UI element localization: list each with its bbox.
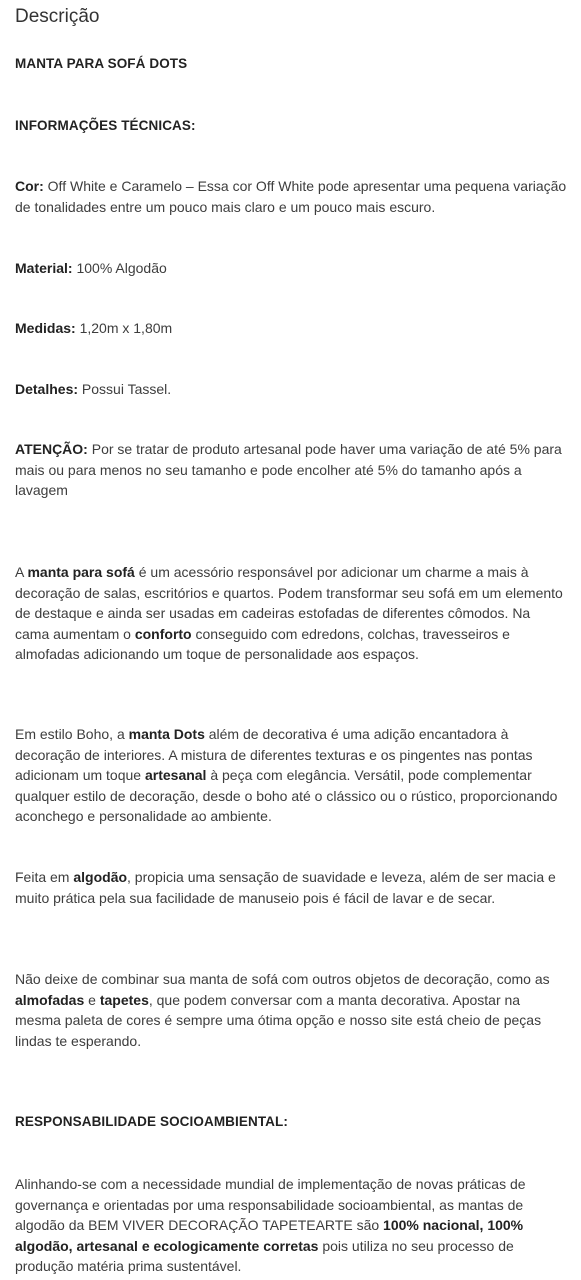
text-span: Não deixe de combinar sua manta de sofá com outros objetos de decoração, como as [15, 971, 550, 987]
spec-color-value: Off White e Caramelo – Essa cor Off White pode apresentar uma pequena variação de tonalidades entre um pouco mais claro e um pouco mais escuro. [15, 178, 567, 215]
tech-info-heading: INFORMAÇÕES TÉCNICAS: [15, 118, 196, 133]
spec-dimensions-label: Medidas: [15, 320, 76, 336]
spec-color-label: Cor: [15, 178, 44, 194]
text-span: Feita em [15, 869, 74, 885]
bold-span: manta para sofá [27, 564, 135, 580]
bold-span: conforto [134, 625, 192, 642]
text-span: e [84, 991, 100, 1008]
spec-attention [15, 439, 567, 501]
responsibility-heading: RESPONSABILIDADE SOCIOAMBIENTAL: [15, 1114, 288, 1129]
spec-material [15, 258, 567, 279]
bold-span: 100% nacional, 100% algodão, artesanal e ecologicamente corretas [15, 1217, 524, 1254]
spec-details [15, 379, 567, 400]
text-span: é um acessório responsável por adicionar um charme a mais à decoração de salas, escritórios e quartos. Podem transformar seu sofá em um elemento de destaque e ainda ser usadas em cadeiras estofadas de diferentes cômodos. Na cama aumentam o [15, 564, 563, 642]
spec-details-value: Possui Tassel. [78, 381, 172, 397]
paragraph-responsibility [15, 1174, 567, 1277]
text-span: Alinhando-se com a necessidade mundial de implementação de novas práticas de governança e orientadas por uma responsabilidade socioambiental, as mantas de algodão da BEM VIVER DECORAÇÃO TAPETEARTE são [15, 1176, 526, 1234]
spec-attention-value: Por se tratar de produto artesanal pode haver uma variação de até 5% para mais ou para menos no seu tamanho e pode encolher até 5% do tamanho após a lavagem [15, 441, 562, 499]
text-span: conseguido com edredons, colchas, travesseiros e almofadas adicionando um toque de personalidade aos espaços. [15, 625, 510, 663]
text-span: à peça com elegância. Versátil, pode complementar qualquer estilo de decoração, desde o boho até o clássico ou o rústico, proporcionando aconchego e personalidade ao ambiente. [15, 767, 558, 825]
spec-dimensions-value: 1,20m x 1,80m [75, 320, 173, 336]
paragraph-cotton [15, 867, 567, 908]
text-span: além de decorativa é uma adição encantadora à decoração de interiores. A mistura de diferentes texturas e os pingentes nas pontas adicionam um toque [15, 726, 533, 784]
spec-material-value: 100% Algodão [72, 260, 167, 276]
bold-span: artesanal [144, 767, 207, 784]
section-title: Descrição [15, 6, 100, 27]
spec-dimensions [15, 318, 567, 339]
paragraph-intro [15, 562, 567, 665]
spec-attention-label: ATENÇÃO: [15, 441, 88, 457]
text-span: A [15, 564, 28, 580]
spec-details-label: Detalhes: [15, 381, 79, 397]
bold-span: algodão [73, 869, 128, 885]
bold-span: manta Dots [128, 726, 205, 742]
text-span: , que podem conversar com a manta decorativa. Apostar na mesma paleta de cores é sempre uma ótima opção e nosso site está cheio de peças lindas te esperando. [15, 991, 542, 1049]
product-name: MANTA PARA SOFÁ DOTS [15, 56, 188, 71]
spec-material-label: Material: [15, 260, 73, 276]
bold-span: tapetes [99, 991, 149, 1008]
paragraph-combine [15, 969, 567, 1051]
text-span: pois utiliza no seu processo de produção matéria prima sustentável. [15, 1237, 514, 1275]
spec-color [15, 176, 567, 217]
paragraph-boho [15, 724, 567, 827]
bold-span: almofadas [15, 991, 85, 1008]
text-span: , propicia uma sensação de suavidade e leveza, além de ser macia e muito prática pela sua facilidade de manuseio pois é fácil de lavar e de secar. [15, 869, 556, 906]
text-span: Em estilo Boho, a [15, 726, 129, 742]
